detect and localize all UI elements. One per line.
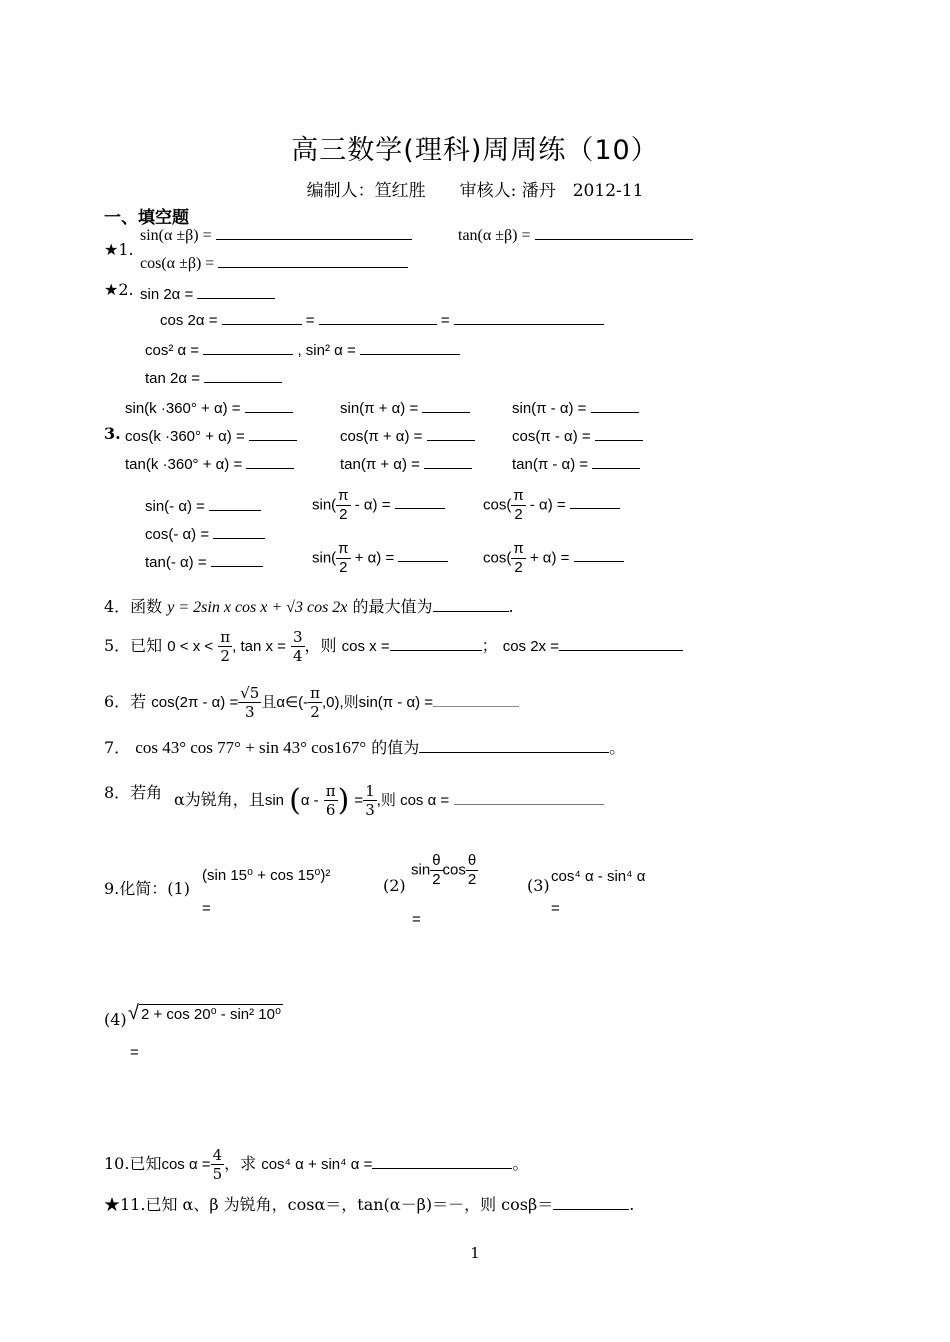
q1-sin-sum (140, 225, 412, 245)
q6-number: 6．若 (104, 692, 147, 711)
q11-text: ★11.已知 α、β 为锐角，cosα＝，tan(α－β)＝－，则 cosβ＝ (104, 1195, 554, 1214)
q4-end: . (508, 597, 514, 616)
q3-sin-half-pi-plus (312, 540, 448, 577)
q5-blank1 (390, 636, 482, 651)
theta-over-2: $\frac{\theta}{2}$ (467, 852, 477, 888)
q7-blank (419, 738, 609, 753)
q9-cos: cos (442, 861, 466, 879)
q7 (104, 735, 625, 758)
q2-eq3: = (440, 312, 450, 329)
q3-r3c3 (512, 454, 640, 473)
q6-tail: ,0),则sin(π - α) = (321, 694, 434, 711)
q3-neg-sin-label: sin(- α) = (145, 498, 205, 515)
q9-part4: (4) (104, 1010, 127, 1029)
q3-blank (574, 547, 624, 562)
q5-cos2x: cos 2x = (502, 638, 559, 655)
q9-expr3: cos⁴ α - sin⁴ α (551, 868, 646, 885)
q3-neg-tan (145, 552, 263, 571)
q8-body (174, 782, 604, 819)
q2-eq2: = (305, 312, 315, 329)
q5-number: 5．已知 (104, 636, 163, 655)
pi-over-2: $\frac{\pi}{2}$ (338, 487, 349, 523)
q5-cosx: cos x = (341, 638, 390, 655)
q3-r3c3-label: tan(π - α) = (512, 456, 589, 473)
q2-squares (145, 340, 460, 359)
q3-r1c3-label: sin(π - α) = (512, 400, 587, 417)
q3-blank (591, 398, 639, 413)
q9-part2: (2) (383, 876, 406, 895)
q3-sin-half-pi-minus (312, 487, 445, 524)
q2-cos-sq-blank (203, 340, 293, 355)
q2-tan2a-blank (204, 368, 282, 383)
pi-over-2: $\frac{\pi}{2}$ (338, 540, 349, 576)
q11-blank (553, 1195, 629, 1210)
q9-expr4 (128, 1002, 283, 1025)
q3-blank (249, 426, 297, 441)
q4-expr: y = 2sin x cos x + √3 cos 2x (167, 599, 348, 616)
q7-end: 。 (609, 738, 626, 757)
q3-minus-a: - α) = (529, 496, 566, 514)
q3-r2c3-label: cos(π - α) = (512, 428, 591, 445)
q9-sin: sin (411, 861, 431, 879)
q3-sin-pre: sin( (312, 496, 337, 514)
q3-cos-half-pi-minus (483, 487, 620, 524)
q9-expr1: (sin 15⁰ + cos 15⁰)² (202, 867, 331, 884)
q5 (104, 628, 683, 665)
q3-blank (592, 454, 640, 469)
q2-cos2a-label: cos 2α = (160, 312, 218, 329)
q8-lparen: ( (289, 783, 301, 818)
q1-cos-blank (218, 253, 408, 268)
q3-blank (424, 454, 472, 469)
q9-eq1: = (202, 900, 211, 917)
q5-three-fourths: $\frac{3}{4}$ (293, 628, 303, 665)
q5-blank2 (559, 636, 683, 651)
q3-blank (213, 524, 265, 539)
q8-number: 8．若角 (104, 783, 163, 802)
q9-part3: (3) (527, 876, 550, 895)
q1-tan-blank (535, 225, 693, 240)
q3-blank (427, 426, 475, 441)
q1-cos-sum-label: cos(α ±β) = (140, 255, 215, 272)
q4-suffix: 的最大值为 (352, 597, 433, 616)
q2-sin2a-blank (197, 284, 275, 299)
q1-sin-blank (216, 225, 412, 240)
q8-sin: sin (264, 792, 284, 809)
q6-root5-over-3: $\frac{√5}{3}$ (240, 684, 260, 721)
q10-ask: ，求 (224, 1154, 257, 1173)
q2-cos-sq-label: cos² α = (145, 342, 200, 359)
q3-r3c2 (340, 454, 472, 473)
q3-r1c3 (512, 398, 639, 417)
q2-sin2a (140, 284, 275, 303)
q3-r2c2 (340, 426, 475, 445)
q3-blank (398, 547, 448, 562)
q3-blank (245, 398, 293, 413)
q5-semi: ； (481, 636, 498, 655)
q2-sin2a-label: sin 2α = (140, 286, 194, 303)
q2-tan2a-label: tan 2α = (145, 370, 200, 387)
q3-r1c2 (340, 398, 470, 417)
q2-cos2a-blank1 (222, 310, 302, 325)
q3-plus-a: + α) = (529, 549, 570, 567)
q3-blank (209, 496, 261, 511)
q3-cos-pre: cos( (483, 549, 512, 567)
q10-cosa: cos α = (161, 1156, 211, 1173)
q5-pi-over-2: $\frac{\pi}{2}$ (220, 628, 231, 665)
q10-four-fifths: $\frac{4}{5}$ (212, 1146, 223, 1183)
q6-pi-over-2: $\frac{\pi}{2}$ (310, 684, 320, 721)
sqrt-icon: √ (128, 1002, 139, 1024)
q3-blank (422, 398, 470, 413)
q3-neg-sin (145, 496, 261, 515)
q3-number: 3. (104, 424, 121, 443)
section-heading: 一、填空题 (104, 208, 189, 228)
q1-sin-sum-label: sin(α ±β) = (140, 227, 212, 244)
q2-sin-sq-blank (360, 340, 460, 355)
q3-r2c1 (125, 426, 297, 445)
q10-expr: cos⁴ α + sin⁴ α = (261, 1156, 373, 1173)
q8-inner: α - (300, 792, 319, 809)
q2-cos2a (160, 310, 604, 329)
q11-end: . (629, 1195, 635, 1214)
q9-expr2 (411, 852, 478, 889)
q3-r1c1-label: sin(k ·360° + α) = (125, 400, 241, 417)
q8-alpha: α为锐角，且 (174, 790, 265, 809)
q8-rparen: ) (337, 783, 350, 818)
q5-then: ，则 (304, 636, 337, 655)
q9-eq3: = (551, 900, 560, 917)
q3-blank (595, 426, 643, 441)
q3-sin-pre: sin( (312, 549, 337, 567)
q7-suffix: 的值为 (371, 738, 420, 757)
q3-r2c3 (512, 426, 643, 445)
q3-r3c1 (125, 454, 294, 473)
q6-blank (433, 692, 519, 707)
q10-end: 。 (512, 1154, 529, 1173)
q3-cos-half-pi-plus (483, 540, 624, 577)
theta-over-2: $\frac{\theta}{2}$ (432, 852, 441, 888)
q1-cos-sum (140, 253, 408, 273)
q5-cond2: , tan x = (232, 638, 286, 655)
q3-r2c1-label: cos(k ·360° + α) = (125, 428, 245, 445)
q6-and: 且α∈(- (261, 694, 309, 711)
q9-radicand: 2 + cos 20⁰ - sin² 10⁰ (140, 1006, 281, 1023)
pi-over-2: $\frac{\pi}{2}$ (513, 540, 524, 576)
q6-expr: cos(2π - α) = (151, 694, 239, 711)
q1-tan-sum (458, 225, 693, 245)
page-title: 高三数学(理科)周周练（10） (291, 135, 659, 166)
q3-r1c1 (125, 398, 293, 417)
q3-plus-a: + α) = (354, 549, 395, 567)
q1-number: ★1. (104, 240, 134, 259)
q8-pi-over-6: $\frac{\pi}{6}$ (325, 782, 336, 819)
q10-number: 10.已知 (104, 1154, 162, 1173)
q3-blank (211, 552, 263, 567)
q3-r1c2-label: sin(π + α) = (340, 400, 419, 417)
q3-minus-a: - α) = (354, 496, 391, 514)
q3-blank (246, 454, 294, 469)
q3-r2c2-label: cos(π + α) = (340, 428, 423, 445)
q10 (104, 1146, 528, 1183)
q8-one-third: $\frac{1}{3}$ (365, 782, 375, 819)
q4-blank (433, 597, 509, 612)
q3-neg-cos (145, 524, 265, 543)
q3-blank (570, 494, 620, 509)
q9-eq4: = (130, 1044, 139, 1061)
q2-cos2a-blank3 (454, 310, 604, 325)
authors-line: 编制人：笪红胜 审核人: 潘丹 2012-11 (306, 181, 644, 201)
q4 (104, 594, 514, 617)
q3-r3c2-label: tan(π + α) = (340, 456, 420, 473)
q9-eq2: = (412, 911, 421, 928)
q6 (104, 684, 519, 721)
q3-neg-tan-label: tan(- α) = (145, 554, 207, 571)
q3-cos-pre: cos( (483, 496, 512, 514)
q5-cond1: 0 < x < (167, 638, 214, 655)
q8-tail: ,则 cos α = (376, 792, 450, 809)
q4-number: 4．函数 (104, 597, 163, 616)
q2-cos2a-blank2 (319, 310, 437, 325)
q3-blank (395, 494, 445, 509)
q11 (104, 1192, 634, 1215)
q2-tan2a (145, 368, 282, 387)
q7-number: 7． (104, 738, 131, 757)
q7-expr: cos 43° cos 77° + sin 43° cos167° (135, 738, 367, 757)
page-number: 1 (470, 1244, 480, 1262)
pi-over-2: $\frac{\pi}{2}$ (513, 487, 524, 523)
q8-blank (454, 790, 604, 805)
q3-r3c1-label: tan(k ·360° + α) = (125, 456, 243, 473)
q10-blank (372, 1154, 512, 1169)
q8-eq: = (354, 792, 364, 809)
q2-sin-sq-label: , sin² α = (297, 342, 356, 359)
q2-number: ★2. (104, 280, 134, 299)
q9-number: 9.化简：(1) (104, 879, 190, 898)
q3-neg-cos-label: cos(- α) = (145, 526, 210, 543)
q1-tan-sum-label: tan(α ±β) = (458, 227, 531, 244)
